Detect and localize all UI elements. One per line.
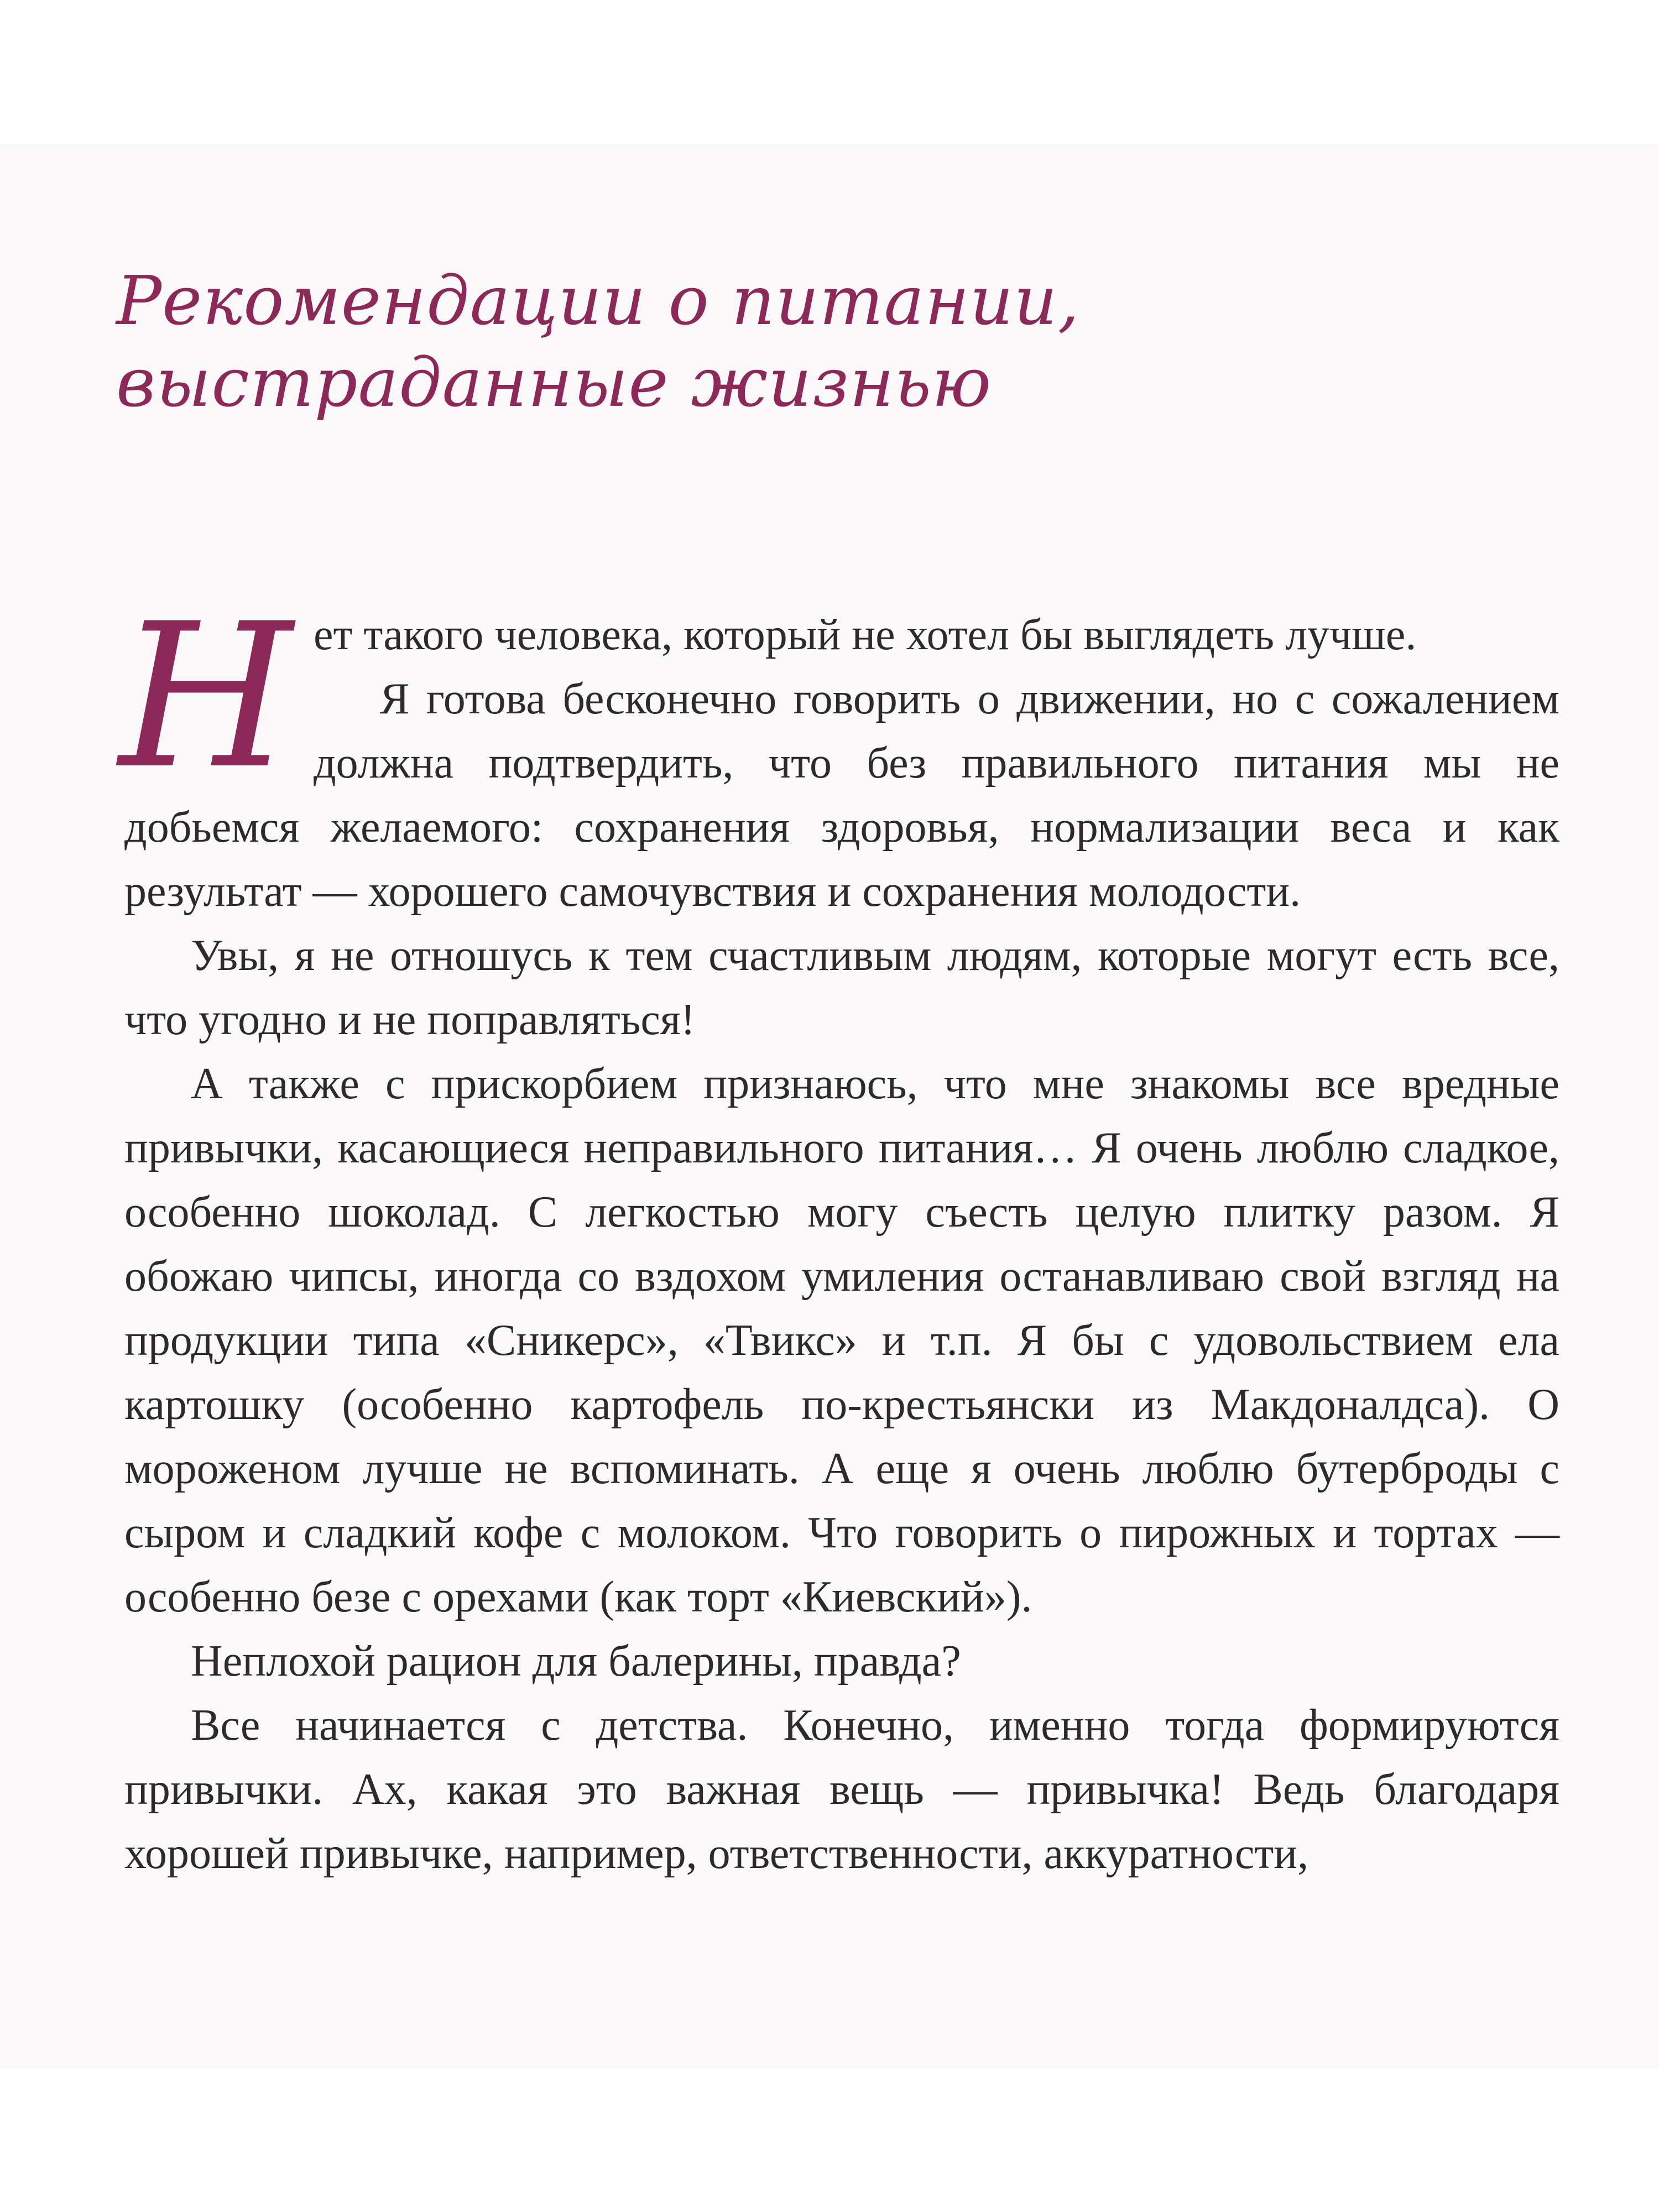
paragraph-5: Неплохой рацион для балерины, правда? — [191, 1637, 961, 1686]
paragraph-3: Увы, я не отношусь к тем счастливым людям, которые могут есть все, что угодно и не поправляться! — [124, 931, 1559, 1044]
paragraph-1-text: ет такого человека, который не хотел бы выглядеть лучше. — [313, 611, 1417, 659]
chapter-title — [116, 260, 1554, 424]
book-page — [0, 144, 1659, 2068]
paragraph-4: А также с прискорбием признаюсь, что мне знакомы все вредные привычки, касающиеся неправильного питания… Я очень люблю сладкое, особенно шоколад. С легкостью могу съесть целую плитку разом. Я обожаю чипсы, иногда со вздохом умиления останавливаю свой взгляд на продукции типа «Сникерс», «Твикс» и т.п. Я бы с удовольствием ела картошку (особенно картофель по-крестьянски из Макдоналдса). О мороженом лучше не вспоминать. А еще я очень люблю бутерброды с сыром и сладкий кофе с молоком. Что говорить о пирожных и тортах — особенно безе с орехами (как торт «Киевский»). — [124, 1060, 1559, 1621]
paragraph-2: Я готова бесконечно говорить о движении, но с сожалением должна подтвердить, что без правильного питания мы не добьемся желаемого: сохранения здоровья, нормализации веса и как результат — хорошего самочувствия и сохранения молодости. — [124, 675, 1559, 916]
chapter-body — [119, 581, 1559, 1886]
chapter-title-line-1: Рекомендации о питании, — [116, 262, 1080, 340]
paragraph-6: Все начинается с детства. Конечно, именно тогда формируются привычки. Ах, какая это важная вещь — привычка! Ведь благодаря хорошей привычке, например, ответственности, аккуратности, — [124, 1701, 1559, 1878]
chapter-title-line-2: выстраданные жизнью — [116, 343, 992, 422]
drop-cap: Н — [119, 581, 293, 812]
